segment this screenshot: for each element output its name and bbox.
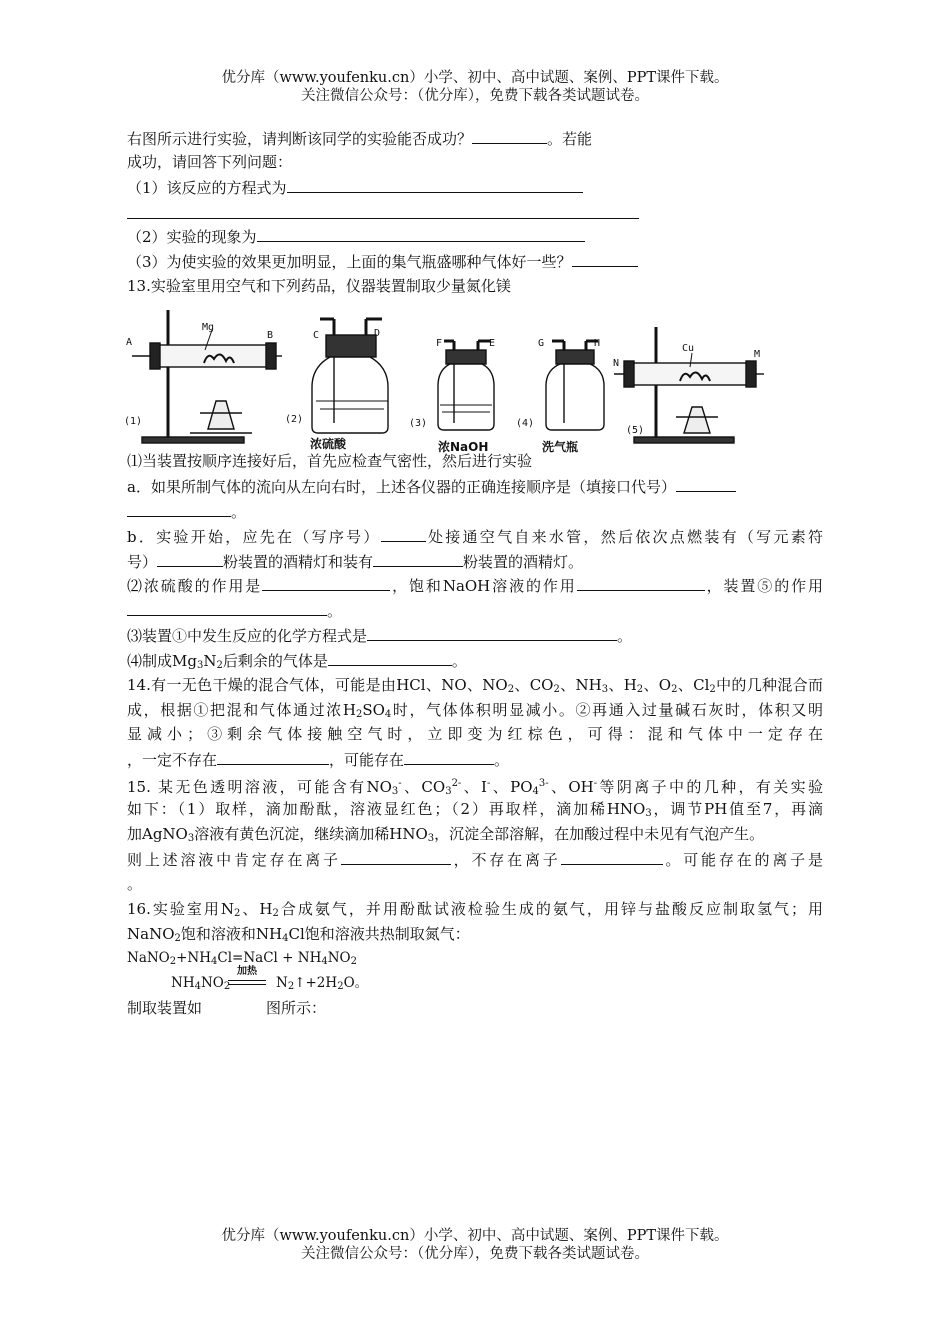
label-G: G xyxy=(538,338,545,349)
q14-line-1: 14.有一无色干燥的混合气体，可能是由HCl、NO、$NO_2$、$CO_2$、$NH_3$、$H_2$、$O_2$、$Cl_2$中的几种混合而 xyxy=(127,676,823,695)
label-num-3: (3) xyxy=(409,418,428,429)
label-num-4: (4) xyxy=(516,418,535,429)
q13-naoh-role-blank[interactable] xyxy=(577,575,705,591)
label-B: B xyxy=(267,330,274,341)
q13-order-blank-1[interactable] xyxy=(676,476,736,492)
label-D: D xyxy=(374,328,381,339)
label-A: A xyxy=(126,337,133,348)
q16-equation-2-product: $N_2↑+2H_2O$。 xyxy=(276,975,369,992)
header-line-1: 优分库（www.youfenku.cn）小学、初中、高中试题、案例、PPT课件下载。 xyxy=(221,70,729,86)
q12-equation-blank-2[interactable] xyxy=(127,218,639,219)
q13-element-blank-2[interactable] xyxy=(373,551,463,567)
q15-present-blank[interactable] xyxy=(341,849,451,865)
apparatus-3-naoh-bottle xyxy=(438,341,494,430)
q15-line-2: 如下：（1）取样，滴加酚酞，溶液显红色；（2）再取样，滴加稀$HNO_3$，调节PH值至7，再滴 xyxy=(127,800,823,819)
heat-arrow xyxy=(228,966,266,985)
q14-line-2: 成，根据①把混和气体通过浓$H_2SO_4$时，气体体积明显减小。②再通入过量碱石灰时，体积又明 xyxy=(127,701,823,720)
label-H: H xyxy=(594,338,601,349)
q13-sulfuric-role-blank[interactable] xyxy=(262,575,390,591)
q16-line-2: NaNO$_2$饱和溶液和$NH_4Cl$饱和溶液共热制取氮气： xyxy=(127,925,470,944)
heat-label: 加热 xyxy=(237,966,257,977)
q13-step-a: a．如果所制气体的流向从左向右时，上述各仪器的正确连接顺序是（填接口代号） xyxy=(127,476,736,497)
q16-line-1: 16.实验室用$N_2$、$H_2$合成氨气，并用酚酞试液检验生成的氨气，用锌与盐酸反应制取氢气；用 xyxy=(127,900,823,919)
q13-step-4: ⑷制成$Mg_3N_2$后剩余的气体是 。 xyxy=(127,652,467,671)
q12-line-6: （3）为使实验的效果更加明显，上面的集气瓶盛哪种气体好一些？ xyxy=(127,251,638,272)
label-M: M xyxy=(754,349,761,360)
header-line-2: 关注微信公众号：（优分库），免费下载各类试题试卷。 xyxy=(301,88,649,104)
q13-device5-role-blank[interactable] xyxy=(127,600,327,616)
q13-start-position-blank[interactable] xyxy=(381,526,426,542)
label-N: N xyxy=(613,358,620,369)
q13-order-blank-2[interactable] xyxy=(127,501,231,517)
q12-line-2: 成功，请回答下列问题： xyxy=(127,153,293,171)
q15-line-5: 。 xyxy=(127,875,143,893)
caption-conc-naoh: 浓NaOH xyxy=(438,440,489,454)
q14-line-3: 显减小；③剩余气体接触空气时，立即变为红棕色，可得：混和气体中一定存在 xyxy=(127,725,823,743)
label-F: F xyxy=(436,338,443,349)
q15-line-3: 加AgNO$_3$溶液有黄色沉淀，继续滴加稀$HNO_3$，沉淀全部溶解，在加酸过程中未见有气泡产生。 xyxy=(127,825,765,844)
q14-line-4: ，一定不存在 ，可能存在 。 xyxy=(127,751,510,769)
q16-equation-2: $NH_4NO_2$ xyxy=(171,975,231,992)
apparatus-4-wash-bottle xyxy=(546,341,604,430)
q15-line-1: 15. 某无色透明溶液，可能含有$NO_3^-$、$CO_3^{2-}$、I-、$PO_4^{3-}$、OH-等阴离子中的几种，有关实验 xyxy=(127,778,823,797)
label-Cu: Cu xyxy=(682,343,695,354)
q12-gas-blank[interactable] xyxy=(572,251,638,267)
q13-equation-blank[interactable] xyxy=(367,625,617,641)
footer-line-1: 优分库（www.youfenku.cn）小学、初中、高中试题、案例、PPT课件下载。 xyxy=(221,1228,729,1244)
q12-answer-blank[interactable] xyxy=(472,128,547,144)
footer-line-2: 关注微信公众号：（优分库），免费下载各类试题试卷。 xyxy=(301,1246,649,1262)
q12-phenomenon-blank[interactable] xyxy=(257,226,585,242)
q14-absent-blank[interactable] xyxy=(217,749,329,765)
q12-line-1: 右图所示进行实验，请判断该同学的实验能否成功？ 。若能 xyxy=(127,130,593,148)
label-num-5: (5) xyxy=(626,425,645,436)
apparatus-figure xyxy=(120,305,780,469)
caption-conc-sulfuric: 浓硫酸 xyxy=(310,437,347,451)
q13-step-a-2: 。 xyxy=(127,501,246,522)
label-num-2: (2) xyxy=(285,414,304,425)
label-C: C xyxy=(313,330,320,341)
q15-line-4: 则上述溶液中肯定存在离子 ，不存在离子 。可能存在的离子是 xyxy=(127,851,823,869)
q13-step-b: b．实验开始，应先在（写序号） 处接通空气自来水管，然后依次点燃装有（写元素符 xyxy=(127,528,823,546)
q15-absent-blank[interactable] xyxy=(561,849,663,865)
q13-title: 13.实验室里用空气和下列药品，仪器装置制取少量氮化镁 xyxy=(127,277,511,295)
q13-step-2-cont: 。 xyxy=(127,600,342,621)
label-E: E xyxy=(489,338,496,349)
q14-possible-blank[interactable] xyxy=(404,749,494,765)
q12-line-3: （1）该反应的方程式为 xyxy=(127,177,583,198)
q13-step-1: ⑴当装置按顺序连接好后，首先应检查气密性，然后进行实验 xyxy=(127,452,533,470)
label-Mg: Mg xyxy=(202,322,215,333)
q12-equation-blank[interactable] xyxy=(287,177,583,193)
q16-equation-1: $NaNO_2+NH_4Cl=NaCl + NH_4NO_2$ xyxy=(127,950,357,967)
label-num-1: (1) xyxy=(124,416,143,427)
caption-wash-bottle: 洗气瓶 xyxy=(542,440,579,454)
q16-line-5: 制取装置如 图所示： xyxy=(127,999,327,1017)
q13-element-blank-1[interactable] xyxy=(157,551,223,567)
q12-line-5: （2）实验的现象为 xyxy=(127,226,585,247)
q13-step-b-2: 号） 粉装置的酒精灯和装有 粉装置的酒精灯。 xyxy=(127,553,584,571)
q13-step-2: ⑵浓硫酸的作用是 ，饱和NaOH溶液的作用 ，装置⑤的作用 xyxy=(127,577,823,595)
q13-remaining-gas-blank[interactable] xyxy=(328,650,452,666)
q13-step-3: ⑶装置①中发生反应的化学方程式是 。 xyxy=(127,627,633,645)
